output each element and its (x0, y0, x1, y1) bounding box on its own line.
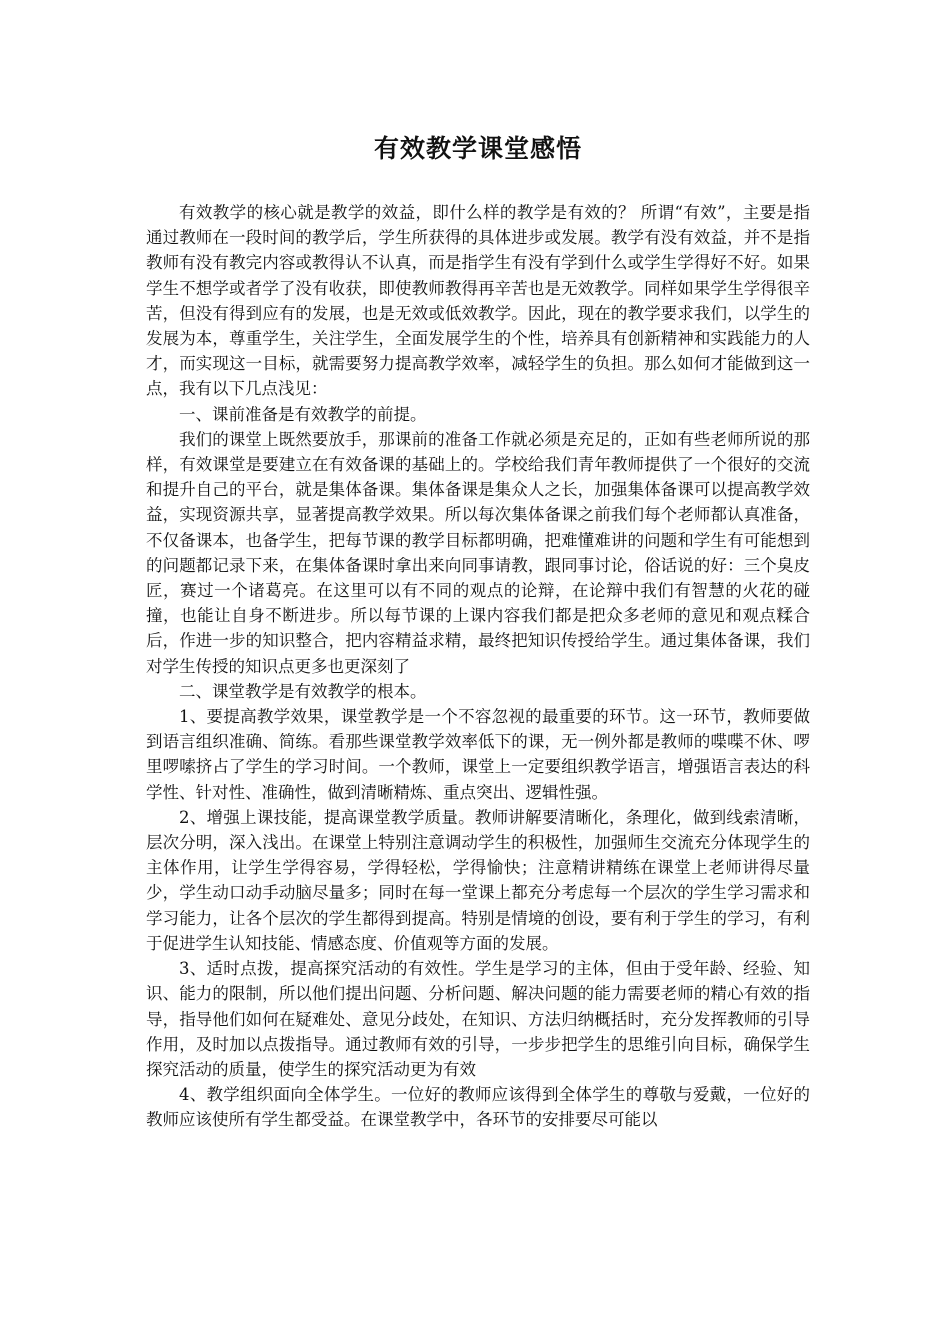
section-heading-1: 一、课前准备是有效教学的前提。 (179, 404, 427, 424)
document-title: 有效教学课堂感悟 (373, 134, 582, 163)
point-3-paragraph: 3、适时点拨，提高探究活动的有效性。学生是学习的主体，但由于受年龄、经验、知识、能力的限制，所以他们提出问题、分析问题、解决问题的能力需要老师的精心有效的指导，指导他们如何在疑难处、意见分歧处，在知识、方法归纳概括时，充分发挥教师的引导作用，及时加以点拨指导。通过教师有效的引导，一步步把学生的思维引向目标，确保学生探究活动的质量，使学生的探究活动更为有效 (146, 959, 810, 1079)
section-heading-2: 二、课堂教学是有效教学的根本。 (179, 681, 427, 701)
document-page (146, 128, 810, 1133)
body-paragraph: 我们的课堂上既然要放手，那课前的准备工作就必须是充足的，正如有些老师所说的那样，有效课堂是要建立在有效备课的基础上的。学校给我们青年教师提供了一个很好的交流和提升自己的平台，就是集体备课。集体备课是集众人之长，加强集体备课可以提高教学效益，实现资源共享，显著提高教学效果。所以每次集体备课之前我们每个老师都认真准备，不仅备课本，也备学生，把每节课的教学目标都明确，把难懂难讲的问题和学生有可能想到的问题都记录下来，在集体备课时拿出来向同事请教，跟同事讨论，俗话说的好：三个臭皮匠，赛过一个诸葛亮。在这里可以有不同的观点的论辩，在论辩中我们有智慧的火花的碰撞，也能让自身不断进步。所以每节课的上课内容我们都是把众多老师的意见和观点糅合后，作进一步的知识整合，把内容精益求精，最终把知识传授给学生。通过集体备课，我们对学生传授的知识点更多也更深刻了 (146, 429, 810, 676)
point-2-paragraph: 2、增强上课技能，提高课堂教学质量。教师讲解要清晰化，条理化，做到线索清晰，层次分明，深入浅出。在课堂上特别注意调动学生的积极性，加强师生交流充分体现学生的主体作用，让学生学得容易，学得轻松，学得愉快；注意精讲精练在课堂上老师讲得尽量少，学生动口动手动脑尽量多；同时在每一堂课上都充分考虑每一个层次的学生学习需求和学习能力，让各个层次的学生都得到提高。特别是情境的创设，要有利于学生的学习，有利于促进学生认知技能、情感态度、价值观等方面的发展。 (146, 807, 810, 953)
point-4-paragraph: 4、教学组织面向全体学生。一位好的教师应该得到全体学生的尊敬与爱戴，一位好的教师应该使所有学生都受益。在课堂教学中，各环节的安排要尽可能以 (146, 1085, 810, 1130)
intro-paragraph: 有效教学的核心就是教学的效益，即什么样的教学是有效的？ 所谓“有效”，主要是指通过教师在一段时间的教学后，学生所获得的具体进步或发展。教学有没有效益，并不是指教师有没有教完内容或教得认不认真，而是指学生有没有学到什么或学生学得好不好。如果学生不想学或者学了没有收获，即使教师教得再辛苦也是无效教学。同样如果学生学得很辛苦，但没有得到应有的发展，也是无效或低效教学。因此，现在的教学要求我们，以学生的发展为本，尊重学生，关注学生，全面发展学生的个性，培养具有创新精神和实践能力的人才，而实现这一目标，就需要努力提高教学效率，减轻学生的负担。那么如何才能做到这一点，我有以下几点浅见： (146, 203, 810, 399)
point-1-paragraph: 1、要提高教学效果，课堂教学是一个不容忽视的最重要的环节。这一环节，教师要做到语言组织准确、简练。看那些课堂教学效率低下的课，无一例外都是教师的喋喋不休、啰里啰嗦挤占了学生的学习时间。一个教师，课堂上一定要组织教学语言，增强语言表达的科学性、针对性、准确性，做到清晰精炼、重点突出、逻辑性强。 (146, 707, 810, 802)
